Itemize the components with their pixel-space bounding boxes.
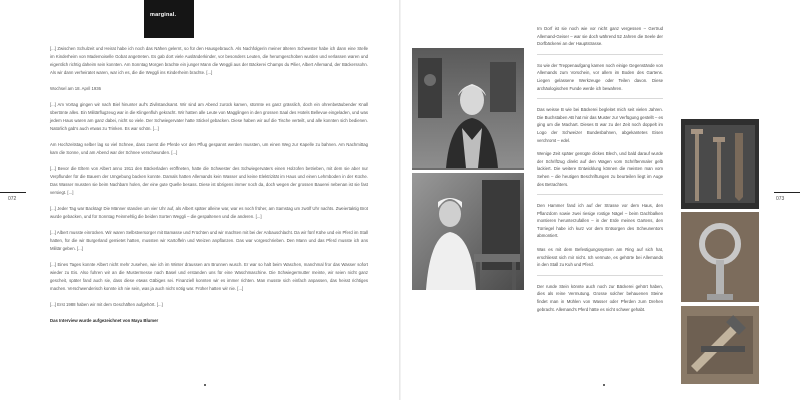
left-page-text xyxy=(50,45,368,333)
divider xyxy=(537,275,663,276)
page-number-right: 073 xyxy=(776,196,785,202)
interview-credit: Das Interview wurde aufgezeichnet von Maya Blumer xyxy=(50,318,159,323)
paragraph: [...] Zwischen Schulzeit und Heirat habe ich noch das Nähen gelernt, so für den Hausgebrauch. Als Nachfolgerin meiner älteren Schwester habe ich dann eine Stelle im Kinderheim von Mademoiselle Gobat angetreten. Es gab dort viele Ausländerkinder, vor besonders Leuten, die herumgeschoben wurden und verlassen waren und eigentlich richtig daheim sein konnten. Am Sonntag Morgen brachte ein junger Mann die Weggli aus der Bäckerei Champs du Pilier, Albert Allemand, der Bäckerssohn. Als wir dann verheiratet waren, war ich es, die die Weggli ins Kinderheim brachte. [...] xyxy=(50,46,368,75)
paragraph: [...] Bevor die Eltern von Albert anno 1911 den Bäckerladen eröffneten, hatte die Schwester des Schwiegervaters einen Holzofen betrieben, mit dem sie aber nur Verpflunder für die Bauern der Umgebung backen konnte. Damals hatten Allemands kein Wasser und keine Elektrizität im Haus und einen Lehmboden in der Küche. Das Wasser mussten sie beim Nachbarn holen, der eine gute Quelle besass. Diese ist übrigens immer noch da, doch wegen der grossen Bauerei nebenan ist sie fast versiegt. [...] xyxy=(50,166,368,195)
paragraph: Am Hochzeitstag selber lag so viel Schnee, dass zuerst die Pferde vor den Pflug gespannt werden mussten, um einen Weg zur Kapelle zu bahnen. Am Nachmittag kam die Sonne, und am Abend war der Schnee verschwunden. [...] xyxy=(50,142,368,155)
archival-photo-graphic xyxy=(412,48,524,290)
folio-rule-right xyxy=(774,192,800,193)
divider xyxy=(537,54,663,55)
paragraph: Im Dorf ist sie noch wie vor nicht ganz vergessen – Gertrud Allemand-Geiser – war sie doch während 52 Jahren die Seele der Dorfbäckerei an der Hauptstrasse. xyxy=(537,26,663,47)
paragraph: Das weisse B wie bei Bäckerei begleitet mich seit vielen Jahren. Die Buchstaben AB hat mir das Muster zur Verfügung gestellt – es ging um die Machart. Dieses B war zu der Zeit noch doppelt im Logo der Schweizer Bundesbahnen, abgekantetes Eisen verchromt – edel. xyxy=(537,107,663,143)
paragraph: Der runde Stein könnte auch noch zur Bäckerei gehört haben, dies als reine Vermutung. Grosse solcher behauenen Steine findet man in Mühlen von Wasser oder Pferden zum Drehen gebracht. Allemand's Pferd hätte es nicht schwer gehabt. xyxy=(537,283,663,312)
paragraph: [...] Albert musste einrücken. Wir waren Selbstversorger mit Bamasse und Früchten und wir machten mit bei der Anbauschlacht. Da wir fünf Kühe und ein Pferd im Stall hatten, für die wir Burgerland gemietet hatten, mussten wir Kartoffeln und Weizen anpflanzen. Das war vorgeschrieben. Den Mann und das Pferd musste ich ans Militär geben. [...] xyxy=(50,230,368,251)
paragraph: Was es mit dem Befestigungssystem am Ring auf sich hat, erschliesst sich mir nicht. Ich vermute, es gehörte bei Allemands in den Stall zu Kuh und Pferd. xyxy=(537,247,663,268)
divider xyxy=(537,194,663,195)
paragraph: [...] Eines Tages konnte Albert nicht mehr zusehen, wie ich im Winter draussen am Brunnen wusch. Er war so halt beim Waschen, manchmal fror das Wasser sofort wieder zu Eis. Also fuhren wir an die Mustermesse nach Basel und erstanden uns für eine Waschmaschine. Die Schwiegermutter meinte, wir seien nicht ganz gescheit, später fand auch sie, dass diese etwas Gäbiges sei. Finanziell konnten wir es immer richten. Man musste sich einfach anpassen, das heisst richtiges machen. Verschwenderisch konnte ich nie sein, was ja auch nicht nötig war. Früher hatten wir nie. [...] xyxy=(50,262,368,291)
artifact-photo-nails xyxy=(681,119,759,209)
divider xyxy=(537,98,663,99)
page-marker-dot xyxy=(603,384,605,386)
section-tab: marginal. xyxy=(144,0,194,38)
paragraph: Den Hammer fand ich auf der Strasse vor dem Haus, den Pflanzdorn sowie zwei riesige rostige Nägel – beim Dachbalken montieren herunterzufallen – in der Erde meines Gartens, den Türriegel habe ich kurz vor dem Entsorgen des Scheunentors abmontiert. xyxy=(537,203,663,239)
artifact-photo-tools xyxy=(681,306,759,384)
paragraph: Wenige Zeit später genügte dickes Blech, und bald darauf wurde der Schriftzug direkt auf den Wagen vom Schriftenmaler gelb lackiert. Die weitere Entwicklung können die meisten man vom Sehen – die heutigen Beschriftungen zu beurteilen liegt im Auge des Betrachters. xyxy=(537,151,663,187)
paragraph: [...] Erst 1988 haben wir mit dem Geschäften aufgehört. [...] xyxy=(50,302,163,307)
page-number-left: 072 xyxy=(8,196,17,202)
ring-graphic xyxy=(681,212,759,302)
page-gutter xyxy=(399,0,401,400)
tools-graphic xyxy=(681,306,759,384)
paragraph: So wie der Treppenaufgang kamen noch einige Gegenstände von Allemands zum Vorschein, vor allem im Boden des Gartens. Liegen gelassene Werkzeuge oder Teilen davon. Diese archäologischen Funde werde ich bewahren. xyxy=(537,62,663,91)
right-page-text xyxy=(537,25,663,319)
artifact-photo-ring xyxy=(681,212,759,302)
paragraph: [...] Jeder Tag war Backtag! Die Männer standen um vier Uhr auf, als Albert später alleine war, war es noch früher, am Samstag um zwölf Uhr nachts. Zweiertaktig Brot wurde gebacken, und für Sonntag Feinmehlig die beiden Sorten Weggli – die gespaltenen und die anderen. [...] xyxy=(50,206,368,219)
page-marker-dot xyxy=(204,384,206,386)
paragraph: Wochsel am 18. April 1936 xyxy=(50,86,102,91)
nails-graphic xyxy=(681,119,759,209)
paragraph: [...] Am Vortag gingen wir nach Biel hinunter auf's Zivilstandsamt. Wir sind am Abend zurück kamen, stürmte es ganz grässlich, doch ein ohrenbetäubender Knall übertönte alles. Ein Militärflugzeug war in die Klingenfluh gekracht. Wir hatten alle Leute von Magglingen in den grossen Saal des Hotels Bellevue eingeladen, und was jedem Haus waren am ganz dabei, nicht so viele. Der Schwiegervater hatte Stickel gebacken. Diese haben wir auf die Tische verteilt, und alle konnten sich bedienen. Natürlich gab's auch etwas zu Trinken. Es war schön. [...] xyxy=(50,102,368,131)
folio-rule-left xyxy=(0,192,26,193)
archival-photo xyxy=(412,48,524,290)
